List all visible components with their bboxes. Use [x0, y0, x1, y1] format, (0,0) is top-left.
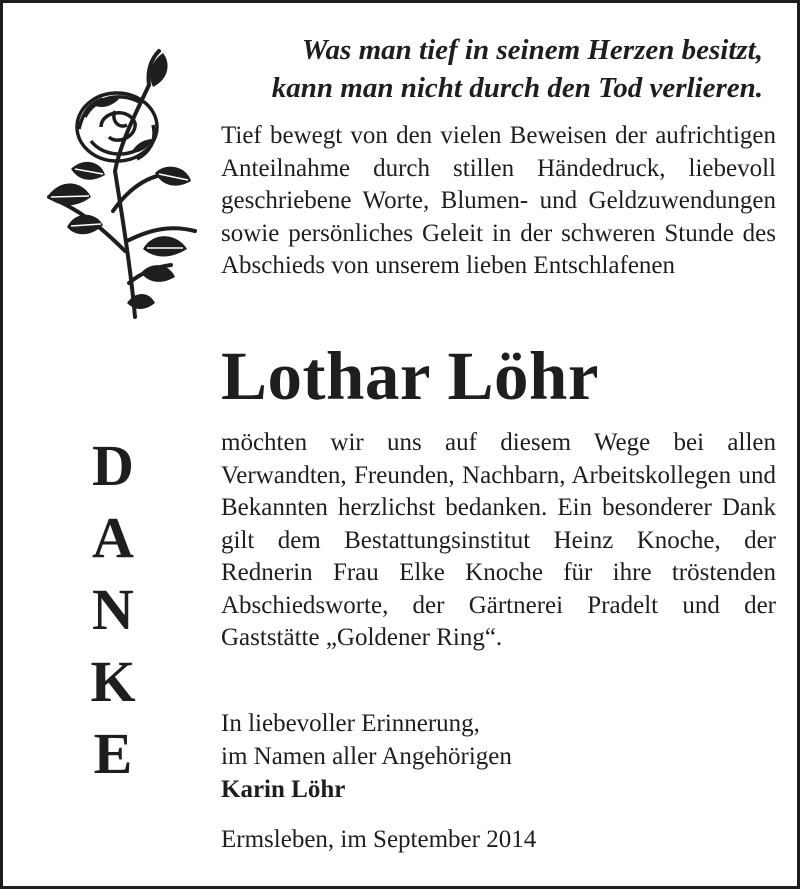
signature-line-2: im Namen aller Angehörigen	[221, 743, 512, 770]
rose-icon	[31, 41, 203, 323]
place-date: Ermsleben, im September 2014	[221, 826, 537, 853]
danke-vertical	[63, 430, 163, 790]
danke-letter: N	[92, 577, 134, 642]
deceased-name: Lothar Löhr	[221, 338, 600, 414]
motto-line-2: kann man nicht durch den Tod verlieren.	[271, 72, 763, 104]
thanks-paragraph: möchten wir uns auf diesem Wege bei allen Verwandten, Freunden, Nachbarn, Arbeitskollegen und Bekannten herzlichst bedanken. Ein besonderer Dank gilt dem Bestattungsinstitut Heinz Knoche, der Rednerin Frau Elke Knoche für ihre tröstenden Abschiedsworte, der Gärtnerei Pradelt und der Gaststätte „Goldener Ring“.	[221, 429, 776, 651]
signature-name: Karin Löhr	[221, 776, 346, 803]
danke-letter: D	[92, 433, 134, 498]
motto-line-1: Was man tief in seinem Herzen besitzt,	[301, 34, 763, 66]
intro-paragraph: Tief bewegt von den vielen Beweisen der aufrichtigen Anteilnahme durch stillen Händedruck, liebevoll geschriebene Worte, Blumen- und Geldzuwendungen sowie persönliches Geleit in der schweren Stunde des Abschieds von unserem lieben Entschlafenen	[221, 122, 776, 279]
signature-block	[221, 707, 512, 806]
danke-letter: A	[92, 505, 134, 570]
motto	[218, 31, 763, 107]
danke-letter: E	[93, 721, 133, 786]
signature-line-1: In liebevoller Erinnerung,	[221, 710, 480, 737]
danke-letter: K	[90, 649, 136, 714]
